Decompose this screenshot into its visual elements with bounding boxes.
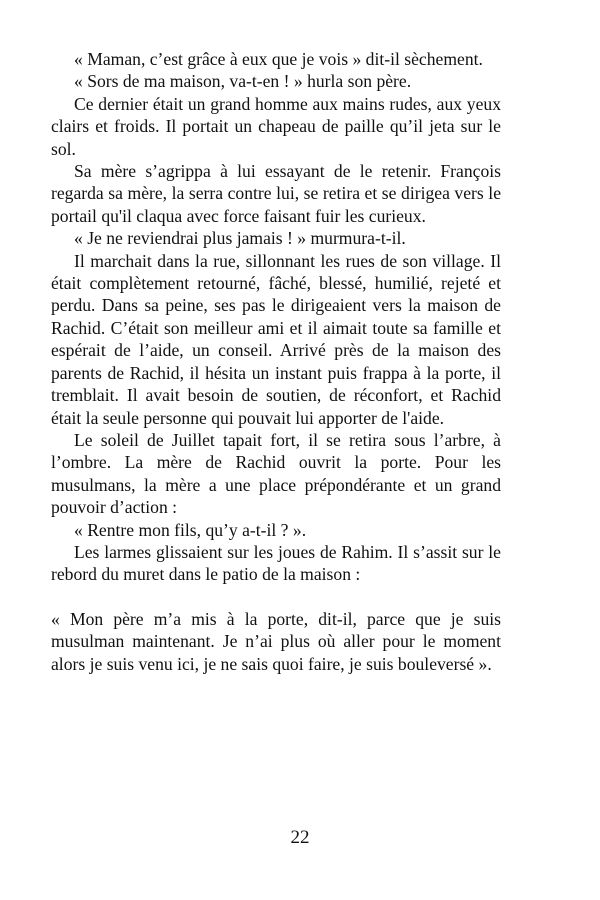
paragraph: « Maman, c’est grâce à eux que je vois » dit-il sèchement.: [74, 49, 483, 69]
paragraph: Sa mère s’agrippa à lui essayant de le retenir. François regarda sa mère, la serra contre lui, se retira et se dirigea vers le portail qu'il claqua avec force faisant fuir les curieux.: [51, 161, 501, 226]
paragraph: Ce dernier était un grand homme aux mains rudes, aux yeux clairs et froids. Il portait un chapeau de paille qu’il jeta sur le sol.: [51, 93, 501, 159]
page-number: 22: [290, 827, 310, 848]
paragraph: « Mon père m’a mis à la porte, dit-il, parce que je suis musulman maintenant. Je n’ai plus où aller pour le moment alors je suis venu ici, je ne sais quoi faire, je suis bouleversé ».: [51, 608, 501, 674]
paragraph: Les larmes glissaient sur les joues de Rahim. Il s’assit sur le rebord du muret dans le patio de la maison :: [51, 541, 501, 585]
paragraph: « Je ne reviendrai plus jamais ! » murmura-t-il.: [74, 228, 406, 249]
paragraph: « Rentre mon fils, qu’y a-t-il ? ».: [74, 519, 307, 540]
paragraph: Le soleil de Juillet tapait fort, il se retira sous l’arbre, à l’ombre. La mère de Rachid ouvrit la porte. Pour les musulmans, la mère a une place prépondérante et un grand pouvoir d’action :: [51, 429, 501, 518]
paragraph: « Sors de ma maison, va-t-en ! » hurla son père.: [74, 71, 412, 92]
paragraph: Il marchait dans la rue, sillonnant les rues de son village. Il était complètement retourné, fâché, blessé, humilié, rejeté et perdu. Dans sa peine, ses pas le dirigeaient vers la maison de Rachid. C’était son meilleur ami et il aimait toute sa famille et espérait de l’aide, un conseil. Arrivé près de la maison des parents de Rachid, il hésita un instant puis frappa à la porte, il tremblait. Il avait besoin de soutien, de réconfort, et Rachid était la seule personne qui pouvait lui apporter de l'aide.: [51, 250, 501, 428]
page-body: [51, 48, 501, 675]
